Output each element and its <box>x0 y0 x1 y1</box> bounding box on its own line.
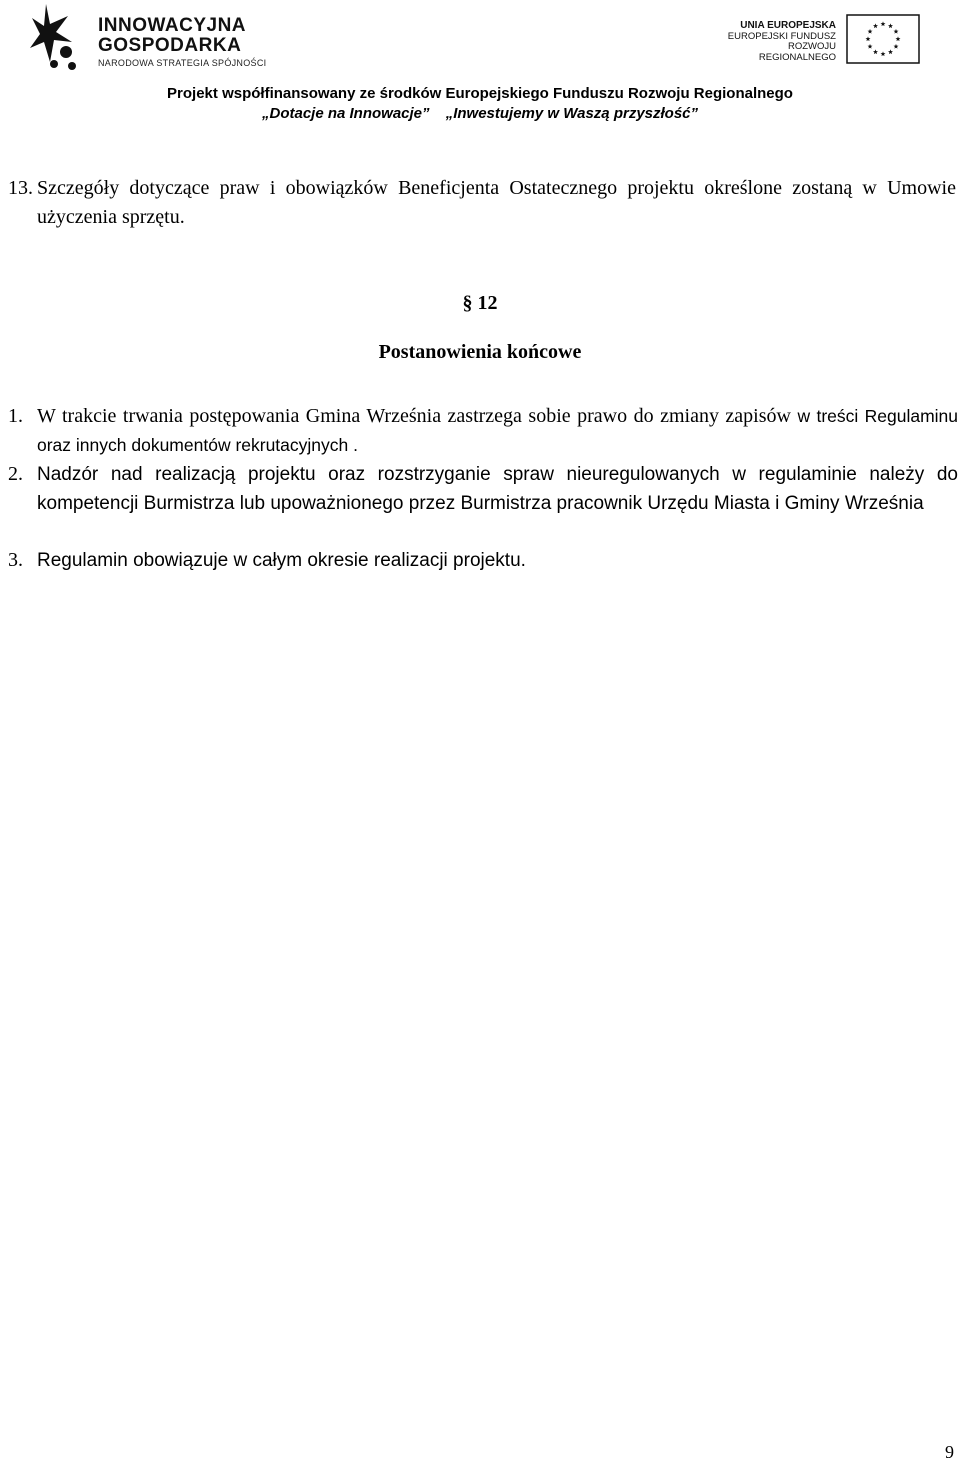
item-13 <box>8 174 956 232</box>
slogan-inwestujemy: „Inwestujemy w Waszą przyszłość” <box>445 105 699 122</box>
slogan-line <box>0 105 960 122</box>
list-item-number: 2. <box>8 463 23 485</box>
logo-left-line1: INNOWACYJNA <box>98 15 247 36</box>
list-item <box>8 402 958 460</box>
item-13-text: Szczegóły dotyczące praw i obowiązków Beneficjenta Ostatecznego projektu określone zostaną w Umowie użyczenia sprzętu. <box>37 177 956 228</box>
innowacyjna-gospodarka-logo <box>28 2 278 74</box>
list-item-text: Nadzór nad realizacją projektu oraz rozstrzyganie spraw nieuregulowanych w regulaminie należy do kompetencji Burmistrza lub upoważnionego przez Burmistrza pracownik Urzędu Miasta i Gminy Września <box>37 464 958 514</box>
eu-logo <box>710 14 920 64</box>
list-item-number: 3. <box>8 549 23 571</box>
list-item-text: Regulamin obowiązuje w całym okresie realizacji projektu. <box>37 550 526 571</box>
list-item-text: W trakcie trwania postępowania Gmina Września zastrzega sobie prawo do zmiany zapisów <box>37 405 791 427</box>
logo-right-line2: EUROPEJSKI FUNDUSZ <box>727 30 836 42</box>
star-figure-icon <box>28 2 92 74</box>
list-item <box>8 546 958 575</box>
section-title: Postanowienia końcowe <box>378 341 582 363</box>
section-number: § 12 <box>462 292 498 314</box>
logo-right-line3: ROZWOJU REGIONALNEGO <box>758 41 836 64</box>
list-item-number: 1. <box>8 405 23 427</box>
document-header <box>0 0 960 130</box>
list-item-text-continued: w treści Regulaminu oraz innych dokumentów rekrutacyjnych . <box>37 406 958 455</box>
logo-left-line3: NARODOWA STRATEGIA SPÓJNOŚCI <box>98 58 267 68</box>
project-cofinancing-line: Projekt współfinansowany ze środków Europejskiego Funduszu Rozwoju Regionalnego <box>167 85 793 102</box>
eu-flag-icon <box>846 14 920 64</box>
item-13-number: 13. <box>8 177 33 199</box>
logo-right-line1: UNIA EUROPEJSKA <box>740 20 836 31</box>
page-number: 9 <box>945 1442 954 1462</box>
slogan-dotacje: „Dotacje na Innowacje” <box>261 105 430 122</box>
list-item <box>8 460 958 518</box>
list-item-text-wrapper <box>8 402 958 460</box>
logo-left-line2: GOSPODARKA <box>98 35 242 56</box>
